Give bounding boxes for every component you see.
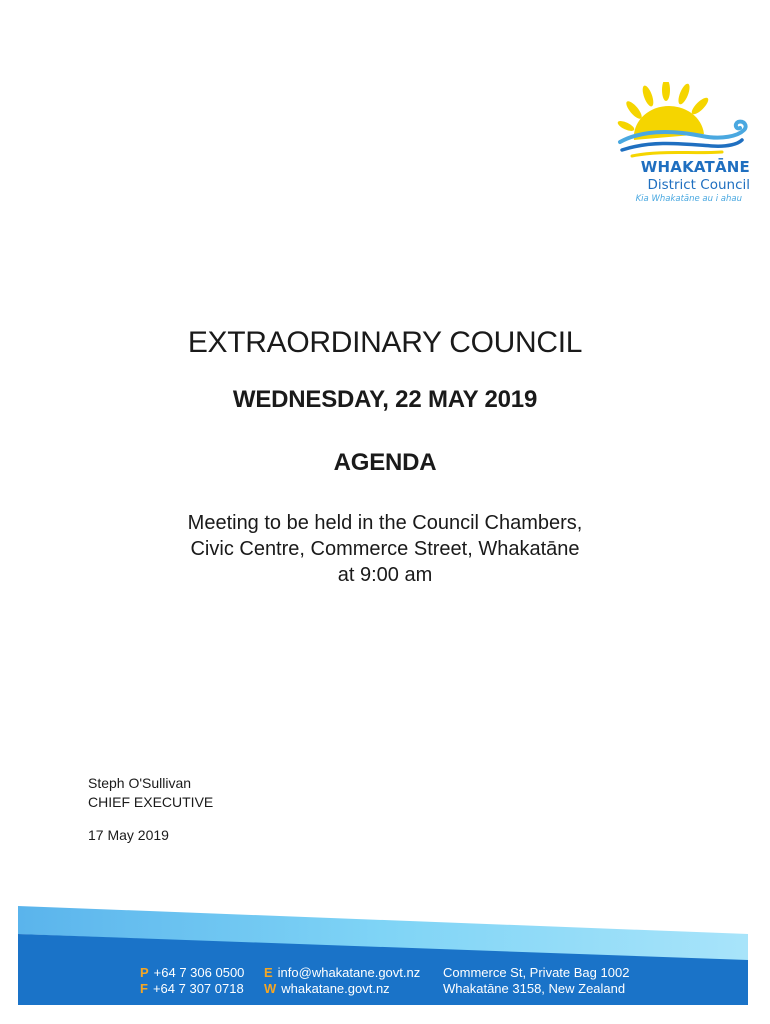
footer-address-line-1: Commerce St, Private Bag 1002	[443, 965, 630, 980]
venue-block	[0, 510, 770, 588]
footer-address-line-2: Whakatāne 3158, New Zealand	[443, 981, 626, 996]
issue-date: 17 May 2019	[88, 827, 169, 843]
footer-web	[264, 981, 390, 996]
venue-line-3: at 9:00 am	[337, 564, 433, 586]
footer-band	[0, 900, 770, 1024]
footer-email	[264, 965, 420, 980]
phone-key: P	[140, 965, 149, 980]
email-address[interactable]: info@whakatane.govt.nz	[277, 965, 421, 980]
fax-number: +64 7 307 0718	[152, 981, 244, 996]
sun-wave-emblem-icon	[612, 82, 752, 162]
document-type: AGENDA	[333, 449, 437, 476]
email-key: E	[264, 965, 273, 980]
fax-key: F	[140, 981, 148, 996]
web-key: W	[264, 981, 277, 996]
footer-phone	[140, 965, 244, 980]
venue-line-2: Civic Centre, Commerce Street, Whakatāne	[190, 538, 580, 560]
logo-name: WHAKATĀNE	[640, 158, 750, 176]
logo-tagline: Kia Whakatāne au i ahau	[635, 194, 742, 204]
footer-wave-graphic	[0, 900, 770, 1024]
meeting-date: WEDNESDAY, 22 MAY 2019	[232, 386, 538, 413]
council-logo	[612, 82, 752, 214]
footer-fax	[140, 981, 244, 996]
meeting-title: EXTRAORDINARY COUNCIL	[187, 326, 583, 359]
venue-line-1: Meeting to be held in the Council Chambers,	[187, 512, 583, 534]
website-link[interactable]: whakatane.govt.nz	[281, 981, 390, 996]
phone-number: +64 7 306 0500	[153, 965, 245, 980]
signatory-role: CHIEF EXECUTIVE	[88, 794, 214, 810]
logo-subtitle: District Council	[647, 177, 750, 193]
signatory-name: Steph O'Sullivan	[88, 775, 192, 791]
